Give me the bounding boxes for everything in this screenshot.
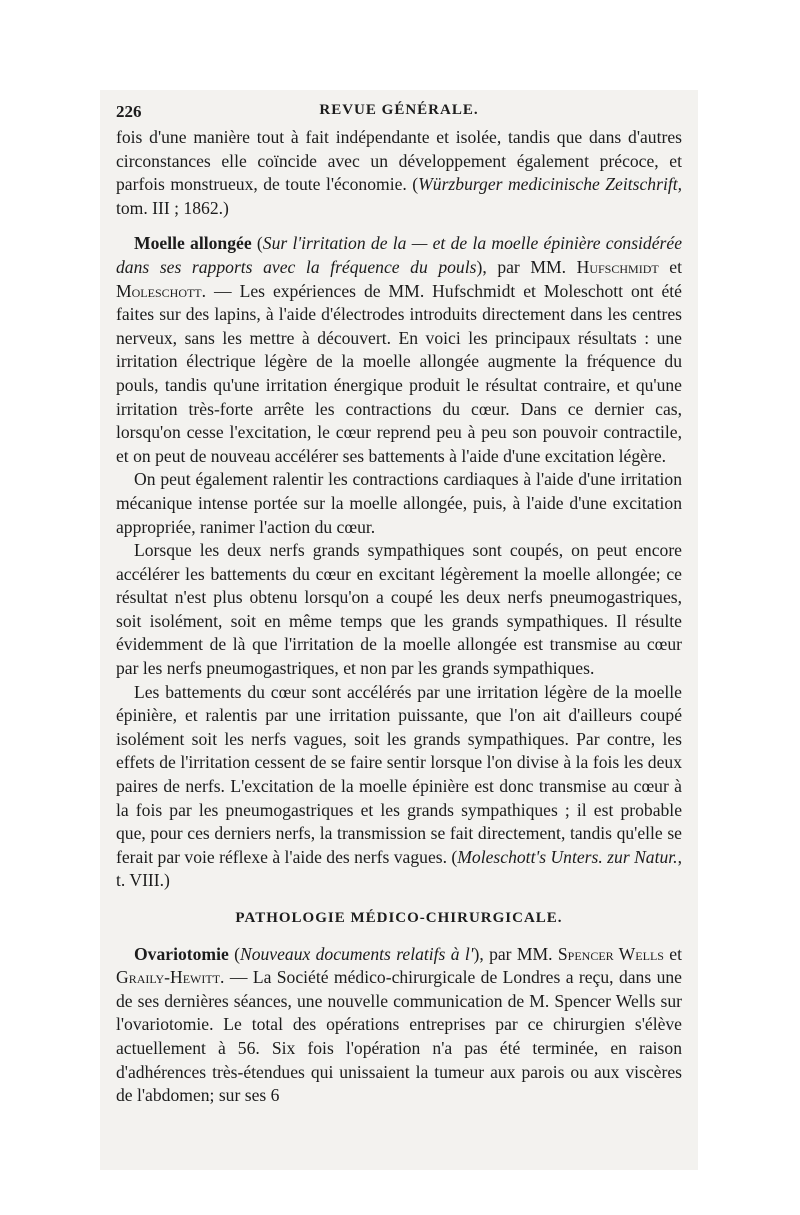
author-name: Spencer Wells — [557, 943, 664, 964]
article-ovariotomie: Ovariotomie (Nouveaux documents relatifs à l'), par MM. Spencer Wells et Graily-Hewitt. — La Société médico-chirurgicale de Londres a reçu, dans une de ses dernières séances, une nouvelle communication de M. Spencer Wells sur l'ovariotomie. Le total des opérations entreprises par ce chirurgien s'élève actuellement à 56. Six fois l'opération n'a pas été terminée, en raison d'adhérences très-étendues qui unissaient la tumeur aux parois ou aux viscères de l'abdomen; sur ses 6 — [116, 943, 682, 1106]
article-lead-title: Ovariotomie — [134, 943, 229, 964]
citation: Moleschott's Unters. zur Natur. — [457, 846, 678, 867]
author-name: Hufschmidt — [576, 256, 659, 277]
page-number: 226 — [116, 102, 142, 121]
citation: Würzburger medicinische Zeitschrift, — [418, 174, 683, 195]
article-subtitle: Sur l'irritation de la — et de la moelle épinière considérée dans ses rapports avec la fréquence du pouls — [116, 233, 683, 277]
book-page — [100, 90, 698, 1170]
running-title: REVUE GÉNÉRALE. — [319, 102, 479, 118]
article-moelle-allongee: Moelle allongée (Sur l'irritation de la — et de la moelle épinière considérée dans ses rapports avec la fréquence du pouls), par MM. Hufschmidt et Moleschott. — Les expériences de MM. Hufschmidt et Moleschott ont été faites sur des lapins, à l'aide d'électrodes introduits directement dans les centres nerveux, sans les mettre à découvert. En voici les principaux résultats : une irritation électrique légère de la moelle allongée augmente la fréquence du pouls, tandis qu'une irritation énergique produit le résultat contraire, et qu'une irritation très-forte arrête les contractions du cœur. Dans ce dernier cas, lorsqu'on cesse l'excitation, le cœur reprend peu à peu son pouvoir contractile, et on peut de nouveau accélérer ses battements à l'aide d'une excitation légère. — [116, 233, 683, 466]
article-lead-title: Moelle allongée — [134, 233, 252, 254]
author-name: Graily-Hewitt — [116, 967, 221, 988]
section-heading: PATHOLOGIE MÉDICO-CHIRURGICALE. — [235, 910, 563, 926]
paragraph: Les battements du cœur sont accélérés par une irritation légère de la moelle épinière, et ralentis par une irritation puissante, que l'on ait d'ailleurs coupé isolément soit les nerfs vagues, soit les grands sympathiques. Par contre, les effets de l'irritation cessent de se faire sentir lorsque l'on divise à la fois les deux paires de nerfs. L'excitation de la moelle épinière est donc transmise au cœur à la fois par les pneumogastriques et les grands sympathiques ; il est probable que, pour ces derniers nerfs, la transmission se fait directement, tandis qu'elle se ferait par voie réflexe à l'aide des nerfs vagues. (Moleschott's Unters. zur Natur., t. VIII.) — [116, 681, 682, 891]
paragraph: Lorsque les deux nerfs grands sympathiques sont coupés, on peut encore accélérer les battements du cœur en excitant légèrement la moelle allongée; ce résultat n'est plus obtenu lorsqu'on a coupé les deux nerfs pneumogastriques, soit isolément, soit en même temps que les grands sympathiques. Il résulte évidemment de là que l'irritation de la moelle allongée est transmise au cœur par les nerfs pneumogastriques, et non par les grands sympathiques. — [116, 540, 682, 679]
article-subtitle: Nouveaux documents relatifs à l' — [239, 943, 474, 964]
paragraph-continuation: fois d'une manière tout à fait indépendante et isolée, tandis que dans d'autres circonstances elle coïncide avec un développement également précoce, et parfois monstrueux, de toute l'économie. (Würzburger medicinische Zeitschrift, tom. III ; 1862.) — [116, 127, 683, 218]
author-name: Moleschott — [116, 280, 202, 301]
page-header — [116, 102, 682, 126]
body-text — [116, 126, 682, 1108]
paragraph: On peut également ralentir les contractions cardiaques à l'aide d'une irritation mécanique intense portée sur la moelle allongée, puis, à l'aide d'une excitation appropriée, ranimer l'action du cœur. — [116, 469, 682, 537]
